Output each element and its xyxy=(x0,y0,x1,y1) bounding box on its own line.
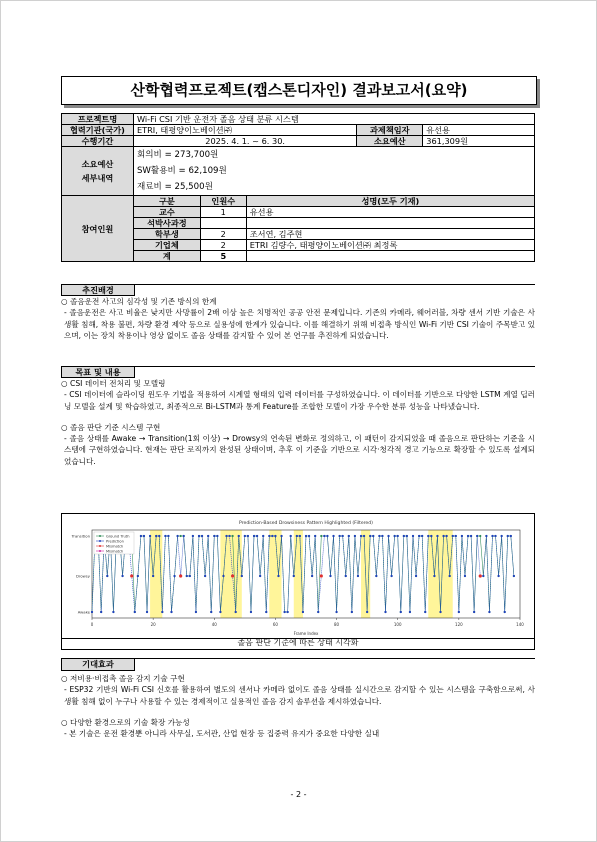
data-point xyxy=(121,575,123,577)
legend-label: Mismatch xyxy=(106,549,124,554)
mismatch-point xyxy=(320,574,323,577)
highlight-band xyxy=(150,530,162,618)
goals-body xyxy=(61,378,535,467)
participants-label: 참여인원 xyxy=(62,196,134,262)
budget-line: SW활용비 = 62,109원 xyxy=(136,166,227,176)
data-point xyxy=(418,535,420,537)
data-point xyxy=(430,535,432,537)
data-point xyxy=(415,575,417,577)
data-point xyxy=(189,575,191,577)
data-point xyxy=(296,535,298,537)
expected-bullet-2: ○ 다양한 환경으로의 기술 확장 가능성 xyxy=(61,717,190,727)
chart-frame xyxy=(61,513,535,639)
project-info-table xyxy=(61,113,535,262)
data-point xyxy=(354,535,356,537)
background-body xyxy=(61,296,535,341)
budget-detail-label-2: 세부내역 xyxy=(81,173,114,183)
data-point xyxy=(161,611,163,613)
data-point xyxy=(449,575,451,577)
data-point xyxy=(421,535,423,537)
participant-names: 조서연, 김주현 xyxy=(246,229,534,240)
budget-detail xyxy=(133,147,534,196)
data-point xyxy=(198,535,200,537)
x-tick-label: 120 xyxy=(455,622,463,627)
data-point xyxy=(207,535,209,537)
x-tick-label: 0 xyxy=(90,622,94,627)
background-heading: 추진배경 xyxy=(61,284,135,296)
data-point xyxy=(173,575,175,577)
data-point xyxy=(192,535,194,537)
expected-text-1: - ESP32 기반의 Wi-Fi CSI 신호를 활용하여 별도의 센서나 카메라 없이도 졸음 상태를 실시간으로 감지할 수 있는 시스템을 구축함으로써, 사생활 침해 없이 누구나 사용할 수 있는 경제적이고 실용적인 졸음 감지 솔루션을 제시하였습니다. xyxy=(64,685,535,706)
budget-line: 회의비 = 273,700원 xyxy=(136,150,219,160)
budget-detail-label xyxy=(62,147,134,196)
x-axis-label: Frame Index xyxy=(293,631,319,636)
data-point xyxy=(112,611,114,613)
data-point xyxy=(100,611,102,613)
data-point xyxy=(491,535,493,537)
data-point xyxy=(479,535,481,537)
background-bullet: ○ 졸음운전 사고의 심각성 및 기존 방식의 한계 xyxy=(61,297,217,306)
y-tick-label: Transition xyxy=(71,533,90,539)
data-point xyxy=(277,575,279,577)
data-point xyxy=(167,535,169,537)
data-point xyxy=(406,535,408,537)
data-point xyxy=(320,535,322,537)
data-point xyxy=(213,535,215,537)
goals-text-2: - 졸음 상태를 Awake → Transition(1회 이상) → Drowsy의 연속된 변화로 정의하고, 이 패턴이 감지되었을 때 졸음으로 판단하는 기준을 시스템에 구현하였습니다. 현재는 판단 로직까지 완성된 상태이며, 추후 이 기준을 기반으로 시각·청각적 경고 기능으로 확장할 수 있도록 설계되었습니다. xyxy=(64,434,535,466)
data-point xyxy=(436,535,438,537)
data-point xyxy=(293,575,295,577)
data-point xyxy=(452,535,454,537)
data-point xyxy=(106,575,108,577)
data-point xyxy=(314,535,316,537)
expected-heading: 기대효과 xyxy=(61,658,135,671)
pi-label: 과제책임자 xyxy=(357,125,423,136)
data-point xyxy=(253,535,255,537)
expected-body xyxy=(61,673,535,739)
data-point xyxy=(305,535,307,537)
org: ETRI, 태평양이노베이션㈜ xyxy=(133,125,356,136)
spacer xyxy=(61,412,535,422)
data-point xyxy=(219,611,221,613)
org-label: 협력기관(국가) xyxy=(62,125,134,136)
chart-title: Prediction-Based Drowsiness Pattern Highlighted (Filtered) xyxy=(239,521,373,526)
legend-marker xyxy=(99,545,101,547)
data-point xyxy=(384,611,386,613)
participant-names: ETRI 김량수, 태평양이노베이션㈜ 최정록 xyxy=(246,240,534,251)
x-tick-label: 60 xyxy=(272,622,278,627)
data-point xyxy=(210,611,212,613)
data-point xyxy=(180,535,182,537)
data-point xyxy=(488,611,490,613)
data-point xyxy=(360,535,362,537)
data-point xyxy=(271,535,273,537)
data-point xyxy=(143,535,145,537)
data-point xyxy=(339,535,341,537)
background-text: - 졸음운전은 사고 비율은 낮지만 사망률이 2배 이상 높은 치명적인 공공 안전 문제입니다. 기존의 카메라, 웨어러블, 차량 센서 기반 기술은 사생활 침해, 착용 불편, 차량 환경 제약 등으로 실용성에 한계가 있습니다. 이를 해결하기 위해 비접촉 방식인 Wi-Fi 기반 CSI 기술이 주목받고 있으며, 이는 장치 착용이나 영상 없이도 졸음 상태를 감지할 수 있어 본 연구를 추진하게 되었습니다. xyxy=(64,308,535,340)
data-point xyxy=(424,611,426,613)
data-point xyxy=(149,535,151,537)
expected-text-2: - 본 기술은 운전 환경뿐 아니라 사무실, 도서관, 산업 현장 등 집중력 유지가 중요한 다양한 실내 xyxy=(64,729,380,739)
x-tick-label: 20 xyxy=(150,622,156,627)
data-point xyxy=(186,575,188,577)
participant-type: 교수 xyxy=(133,207,200,218)
data-point xyxy=(228,535,230,537)
data-point xyxy=(238,535,240,537)
data-point xyxy=(375,575,377,577)
participants-header-count: 인원수 xyxy=(200,196,246,207)
budget-line: 재료비 = 25,500원 xyxy=(136,182,213,192)
data-point xyxy=(501,535,503,537)
data-point xyxy=(268,535,270,537)
data-point xyxy=(222,575,224,577)
data-point xyxy=(470,535,472,537)
data-point xyxy=(284,611,286,613)
data-point xyxy=(485,535,487,537)
data-point xyxy=(397,535,399,537)
goals-text-1: - CSI 데이터에 슬라이딩 윈도우 기법을 적용하여 시계열 형태의 입력 데이터를 구성하였습니다. 이 데이터를 기반으로 다양한 LSTM 계열 딥러닝 모델을 설계 및 학습하였고, 최종적으로 Bi-LSTM과 통계 Feature를 조합한 모델이 가장 우수한 분류 성능을 나타냈습니다. xyxy=(64,390,535,411)
goals-heading: 목표 및 내용 xyxy=(61,366,135,378)
spacer xyxy=(61,707,535,717)
x-tick-label: 40 xyxy=(211,622,217,627)
highlight-band xyxy=(269,530,281,618)
data-point xyxy=(467,535,469,537)
data-point xyxy=(342,535,344,537)
data-point xyxy=(302,611,304,613)
expected-bullet-1: ○ 저비용·비접촉 졸음 감지 기술 구현 xyxy=(61,674,185,683)
data-point xyxy=(137,575,139,577)
data-point xyxy=(357,575,359,577)
data-point xyxy=(256,535,258,537)
data-point xyxy=(287,611,289,613)
data-point xyxy=(433,575,435,577)
data-point xyxy=(326,535,328,537)
legend-marker xyxy=(99,535,101,537)
data-point xyxy=(201,535,203,537)
data-point xyxy=(247,535,249,537)
mismatch-point xyxy=(479,574,482,577)
project-name: Wi-Fi CSI 기반 운전자 졸음 상태 분류 시스템 xyxy=(133,114,534,125)
participant-names: 유선용 xyxy=(246,207,534,218)
data-point xyxy=(152,575,154,577)
data-point xyxy=(403,535,405,537)
data-point xyxy=(504,611,506,613)
data-point xyxy=(387,535,389,537)
data-point xyxy=(290,535,292,537)
participant-type: 석박사과정 xyxy=(133,218,200,229)
data-point xyxy=(170,611,172,613)
data-point xyxy=(158,535,160,537)
data-point xyxy=(391,575,393,577)
data-point xyxy=(265,611,267,613)
x-tick-label: 100 xyxy=(393,622,402,627)
data-point xyxy=(400,611,402,613)
participant-names xyxy=(246,251,534,262)
data-point xyxy=(394,535,396,537)
x-tick-label: 140 xyxy=(516,622,524,627)
goals-bullet-1: ○ CSI 데이터 전처리 및 모델링 xyxy=(61,379,166,388)
data-point xyxy=(427,535,429,537)
data-point xyxy=(461,535,463,537)
data-point xyxy=(455,535,457,537)
y-tick-label: Drowsy xyxy=(75,573,90,579)
period: 2025. 4. 1. ~ 6. 30. xyxy=(133,136,356,147)
data-point xyxy=(274,535,276,537)
data-point xyxy=(498,575,500,577)
data-point xyxy=(446,535,448,537)
data-point xyxy=(494,535,496,537)
page-number: - 2 - xyxy=(290,790,307,799)
y-tick-label: Awake xyxy=(77,609,90,615)
data-point xyxy=(378,535,380,537)
data-point xyxy=(146,611,148,613)
participant-count: 2 xyxy=(200,240,246,251)
data-point xyxy=(299,535,301,537)
mismatch-point xyxy=(231,574,234,577)
data-point xyxy=(332,535,334,537)
data-point xyxy=(164,535,166,537)
data-point xyxy=(442,535,444,537)
budget-detail-label-1: 소요예산 xyxy=(81,159,114,169)
data-point xyxy=(473,611,475,613)
project-name-label: 프로젝트명 xyxy=(62,114,134,125)
participant-type: 학부생 xyxy=(133,229,200,240)
participants-header-type: 구분 xyxy=(133,196,200,207)
data-point xyxy=(241,575,243,577)
data-point xyxy=(134,611,136,613)
participant-type: 기업체 xyxy=(133,240,200,251)
legend-label: Prediction xyxy=(106,539,124,544)
data-point xyxy=(345,575,347,577)
legend-marker xyxy=(99,540,101,542)
data-point xyxy=(476,535,478,537)
data-point xyxy=(195,611,197,613)
data-point xyxy=(183,535,185,537)
data-point xyxy=(280,535,282,537)
data-point xyxy=(464,575,466,577)
data-point xyxy=(363,535,365,537)
data-point xyxy=(409,611,411,613)
chart-caption: 졸음 판단 기준에 따른 상태 시각화 xyxy=(61,637,535,650)
report-title: 산학협력프로젝트(캡스톤디자인) 결과보고서(요약) xyxy=(61,76,537,105)
data-point xyxy=(335,611,337,613)
data-point xyxy=(348,535,350,537)
period-label: 수행기간 xyxy=(62,136,134,147)
data-point xyxy=(439,611,441,613)
x-tick-label: 80 xyxy=(334,622,340,627)
data-point xyxy=(510,535,512,537)
data-point xyxy=(329,575,331,577)
data-point xyxy=(259,575,261,577)
participant-count: 5 xyxy=(200,251,246,262)
data-point xyxy=(366,611,368,613)
legend-label: Mismatch xyxy=(106,544,124,549)
participant-count: 1 xyxy=(200,207,246,218)
data-point xyxy=(372,535,374,537)
data-point xyxy=(458,611,460,613)
data-point xyxy=(140,535,142,537)
participant-count xyxy=(200,218,246,229)
data-point xyxy=(323,535,325,537)
budget-label: 소요예산 xyxy=(357,136,423,147)
data-point xyxy=(351,611,353,613)
data-point xyxy=(232,535,234,537)
data-point xyxy=(507,535,509,537)
data-point xyxy=(381,535,383,537)
budget: 361,309원 xyxy=(423,136,535,147)
goals-bullet-2: ○ 졸음 판단 기준 시스템 구현 xyxy=(61,422,161,432)
data-point xyxy=(235,611,237,613)
data-point xyxy=(216,535,218,537)
pi-name: 유선용 xyxy=(423,125,535,136)
legend-label: Ground Truth xyxy=(106,534,130,539)
data-point xyxy=(250,611,252,613)
data-point xyxy=(91,611,93,613)
data-point xyxy=(244,535,246,537)
participant-type: 계 xyxy=(133,251,200,262)
legend-marker xyxy=(99,550,101,552)
mismatch-point xyxy=(130,574,133,577)
data-point xyxy=(317,611,319,613)
data-point xyxy=(513,575,515,577)
data-point xyxy=(155,535,157,537)
data-point xyxy=(369,535,371,537)
participant-count: 2 xyxy=(200,229,246,240)
participants-header-names: 성명(모두 기재) xyxy=(246,196,534,207)
data-point xyxy=(204,575,206,577)
data-point xyxy=(225,535,227,537)
mismatch-point xyxy=(179,574,182,577)
data-point xyxy=(177,535,179,537)
data-point xyxy=(412,535,414,537)
participant-names xyxy=(246,218,534,229)
data-point xyxy=(311,575,313,577)
data-point xyxy=(482,575,484,577)
data-point xyxy=(262,535,264,537)
data-point xyxy=(308,535,310,537)
drowsiness-pattern-chart xyxy=(62,514,534,638)
